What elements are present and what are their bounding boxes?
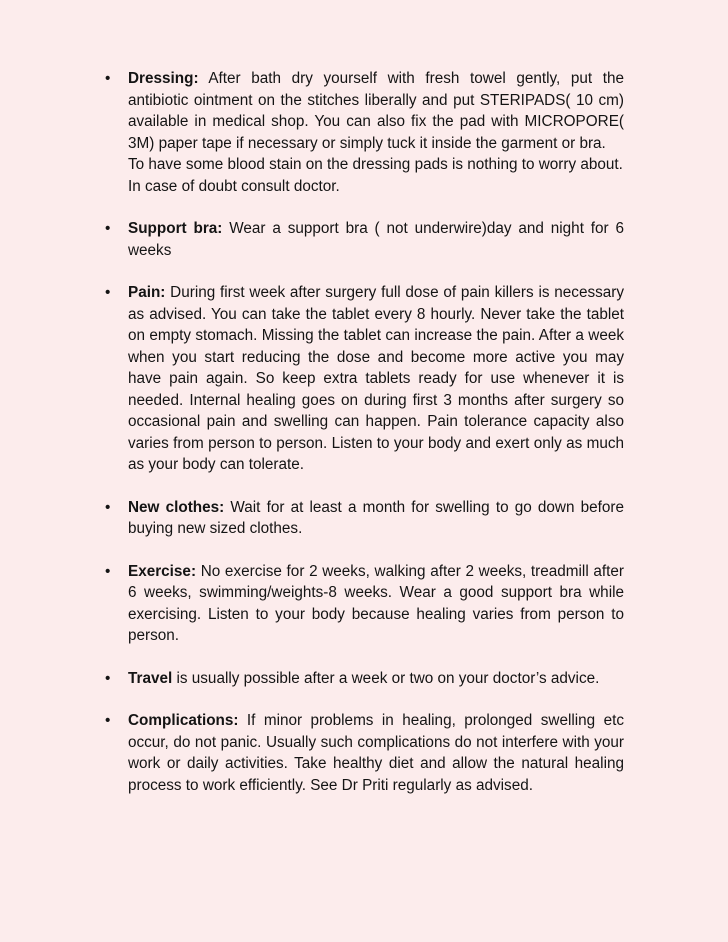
item-text: is usually possible after a week or two on your doctor’s advice. — [172, 669, 600, 687]
bullet-icon: • — [105, 498, 111, 516]
bullet-icon: • — [105, 220, 111, 237]
bullet-icon: • — [105, 70, 111, 87]
item-text: Wait for at least a month for swelling to go down before buying new sized clothes. — [128, 498, 624, 537]
bullet-icon: • — [105, 284, 111, 301]
list-item-exercise — [104, 561, 624, 647]
item-label: Complications: — [128, 712, 239, 729]
list-item-dressing — [104, 68, 624, 197]
item-text: During first week after surgery full dose of pain killers is necessary as advised. You can take the tablet every 8 hourly. Never take the tablet on empty stomach. Missing the tablet can increase the pain. After a week when you start reducing the dose and become more active you may have pain again. So keep extra tablets ready for use whenever it is needed. Internal healing goes on during first 3 months after surgery so occasional pain and swelling can happen. Pain tolerance capacity also varies from person to person. Listen to your body and exert only as much as your body can tolerate. — [128, 284, 624, 473]
bullet-icon: • — [105, 562, 111, 580]
care-instructions-list — [104, 68, 624, 817]
item-text: No exercise for 2 weeks, walking after 2 weeks, treadmill after 6 weeks, swimming/weights-8 weeks. Wear a good support bra while exercising. Listen to your body because healing varies from person to person. — [128, 562, 624, 644]
item-text: After bath dry yourself with fresh towel gently, put the antibiotic ointment on the stitches liberally and put STERIPADS( 10 cm) available in medical shop. You can also fix the pad with MICROPORE( 3M) paper tape if necessary or simply tuck it inside the garment or bra. — [128, 70, 624, 152]
list-item-travel — [104, 668, 624, 690]
item-text: If minor problems in healing, prolonged swelling etc occur, do not panic. Usually such complications do not interfere with your work or daily activities. Take healthy diet and allow the natural healing process to work efficiently. See Dr Priti regularly as advised. — [128, 712, 624, 794]
item-label: Pain: — [128, 284, 166, 301]
item-label: Support bra: — [128, 220, 223, 237]
list-item-support-bra — [104, 218, 624, 261]
bullet-icon: • — [105, 712, 111, 729]
item-label: New clothes: — [128, 498, 225, 516]
bullet-icon: • — [105, 669, 111, 687]
list-item-complications — [104, 710, 624, 796]
item-label: Dressing: — [128, 70, 199, 87]
item-label: Exercise: — [128, 562, 197, 580]
item-label: Travel — [128, 669, 173, 687]
item-text: Wear a support bra ( not underwire)day and night for 6 weeks — [128, 220, 625, 259]
list-item-pain — [104, 282, 624, 476]
item-extra-text: To have some blood stain on the dressing pads is nothing to worry about. In case of doubt consult doctor. — [128, 156, 623, 195]
list-item-new-clothes — [104, 497, 624, 540]
